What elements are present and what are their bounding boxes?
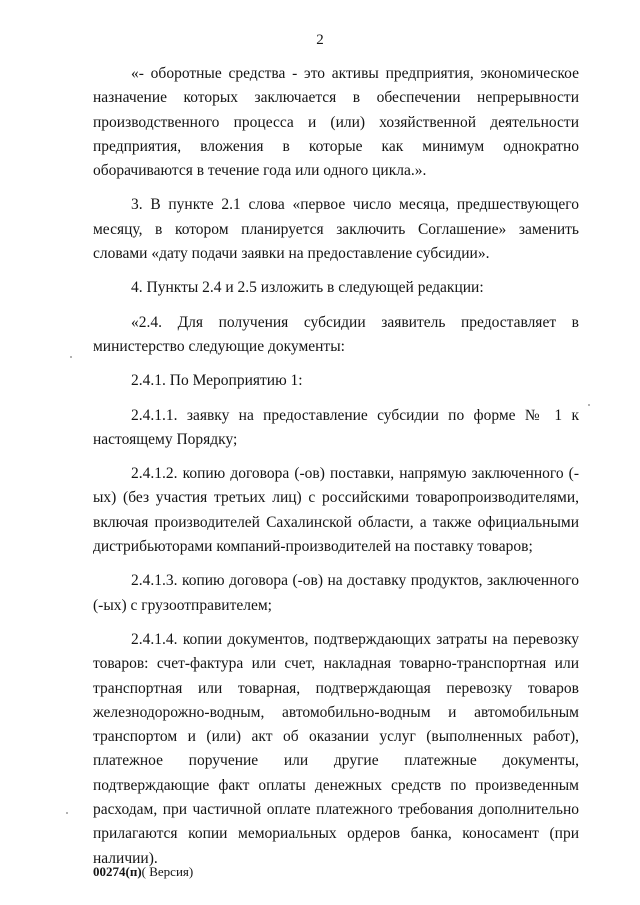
paragraph-current-assets-definition: «- оборотные средства - это активы предприятия, экономическое назначение которых заключается в обеспечении непрерывности производственного процесса и (или) хозяйственной деятельности предприятия, вложения в которые как минимум однократно оборачиваются в течение года или одного цикла.». [93,65,579,180]
footer [93,863,193,881]
paragraph-2-4: «2.4. Для получения субсидии заявитель предоставляет в министерство следующие документы: [93,313,579,355]
scan-speck [66,812,68,814]
footer-document-code: 00274(п) [93,864,142,879]
scan-speck [588,404,590,406]
paragraph-2-4-1: 2.4.1. По Мероприятию 1: [131,372,303,390]
footer-version: ( Версия) [141,864,194,879]
body-text [93,62,579,871]
paragraph-2-4-1-3: 2.4.1.3. копию договора (-ов) на доставку продуктов, заключенного (-ых) с грузоотправителем; [93,572,579,614]
paragraph-item-3: 3. В пункте 2.1 слова «первое число месяца, предшествующего месяцу, в котором планируется заключить Соглашение» заменить словами «дату подачи заявки на предоставление субсидии». [93,196,579,263]
paragraph-2-4-1-4: 2.4.1.4. копии документов, подтверждающих затраты на перевозку товаров: счет-фактура или счет, накладная товарно-транспортная или транспортная или товарная, подтверждающая перевозку товаров железнодорожно-водным, автомобильно-водным и автомобильным транспортом и (или) акт об оказании услуг (выполненных работ), платежное поручение или другие платежные документы, подтверждающие факт оплаты денежных средств по произведенным расходам, при частичной оплате платежного требования дополнительно прилагаются копии мемориальных ордеров банка, коносамент (при наличии). [93,630,579,867]
paragraph-item-4: 4. Пункты 2.4 и 2.5 изложить в следующей редакции: [131,279,484,297]
scan-speck [70,356,72,358]
paragraph-2-4-1-1: 2.4.1.1. заявку на предоставление субсидии по форме № 1 к настоящему Порядку; [93,406,579,448]
paragraph-2-4-1-2: 2.4.1.2. копию договора (-ов) поставки, напрямую заключенного (-ых) (без участия третьих лиц) с российскими товаропроизводителями, включая производителей Сахалинской области, а также официальными дистрибьюторами компаний-производителей на поставку товаров; [93,465,579,556]
page-number: 2 [316,32,324,48]
